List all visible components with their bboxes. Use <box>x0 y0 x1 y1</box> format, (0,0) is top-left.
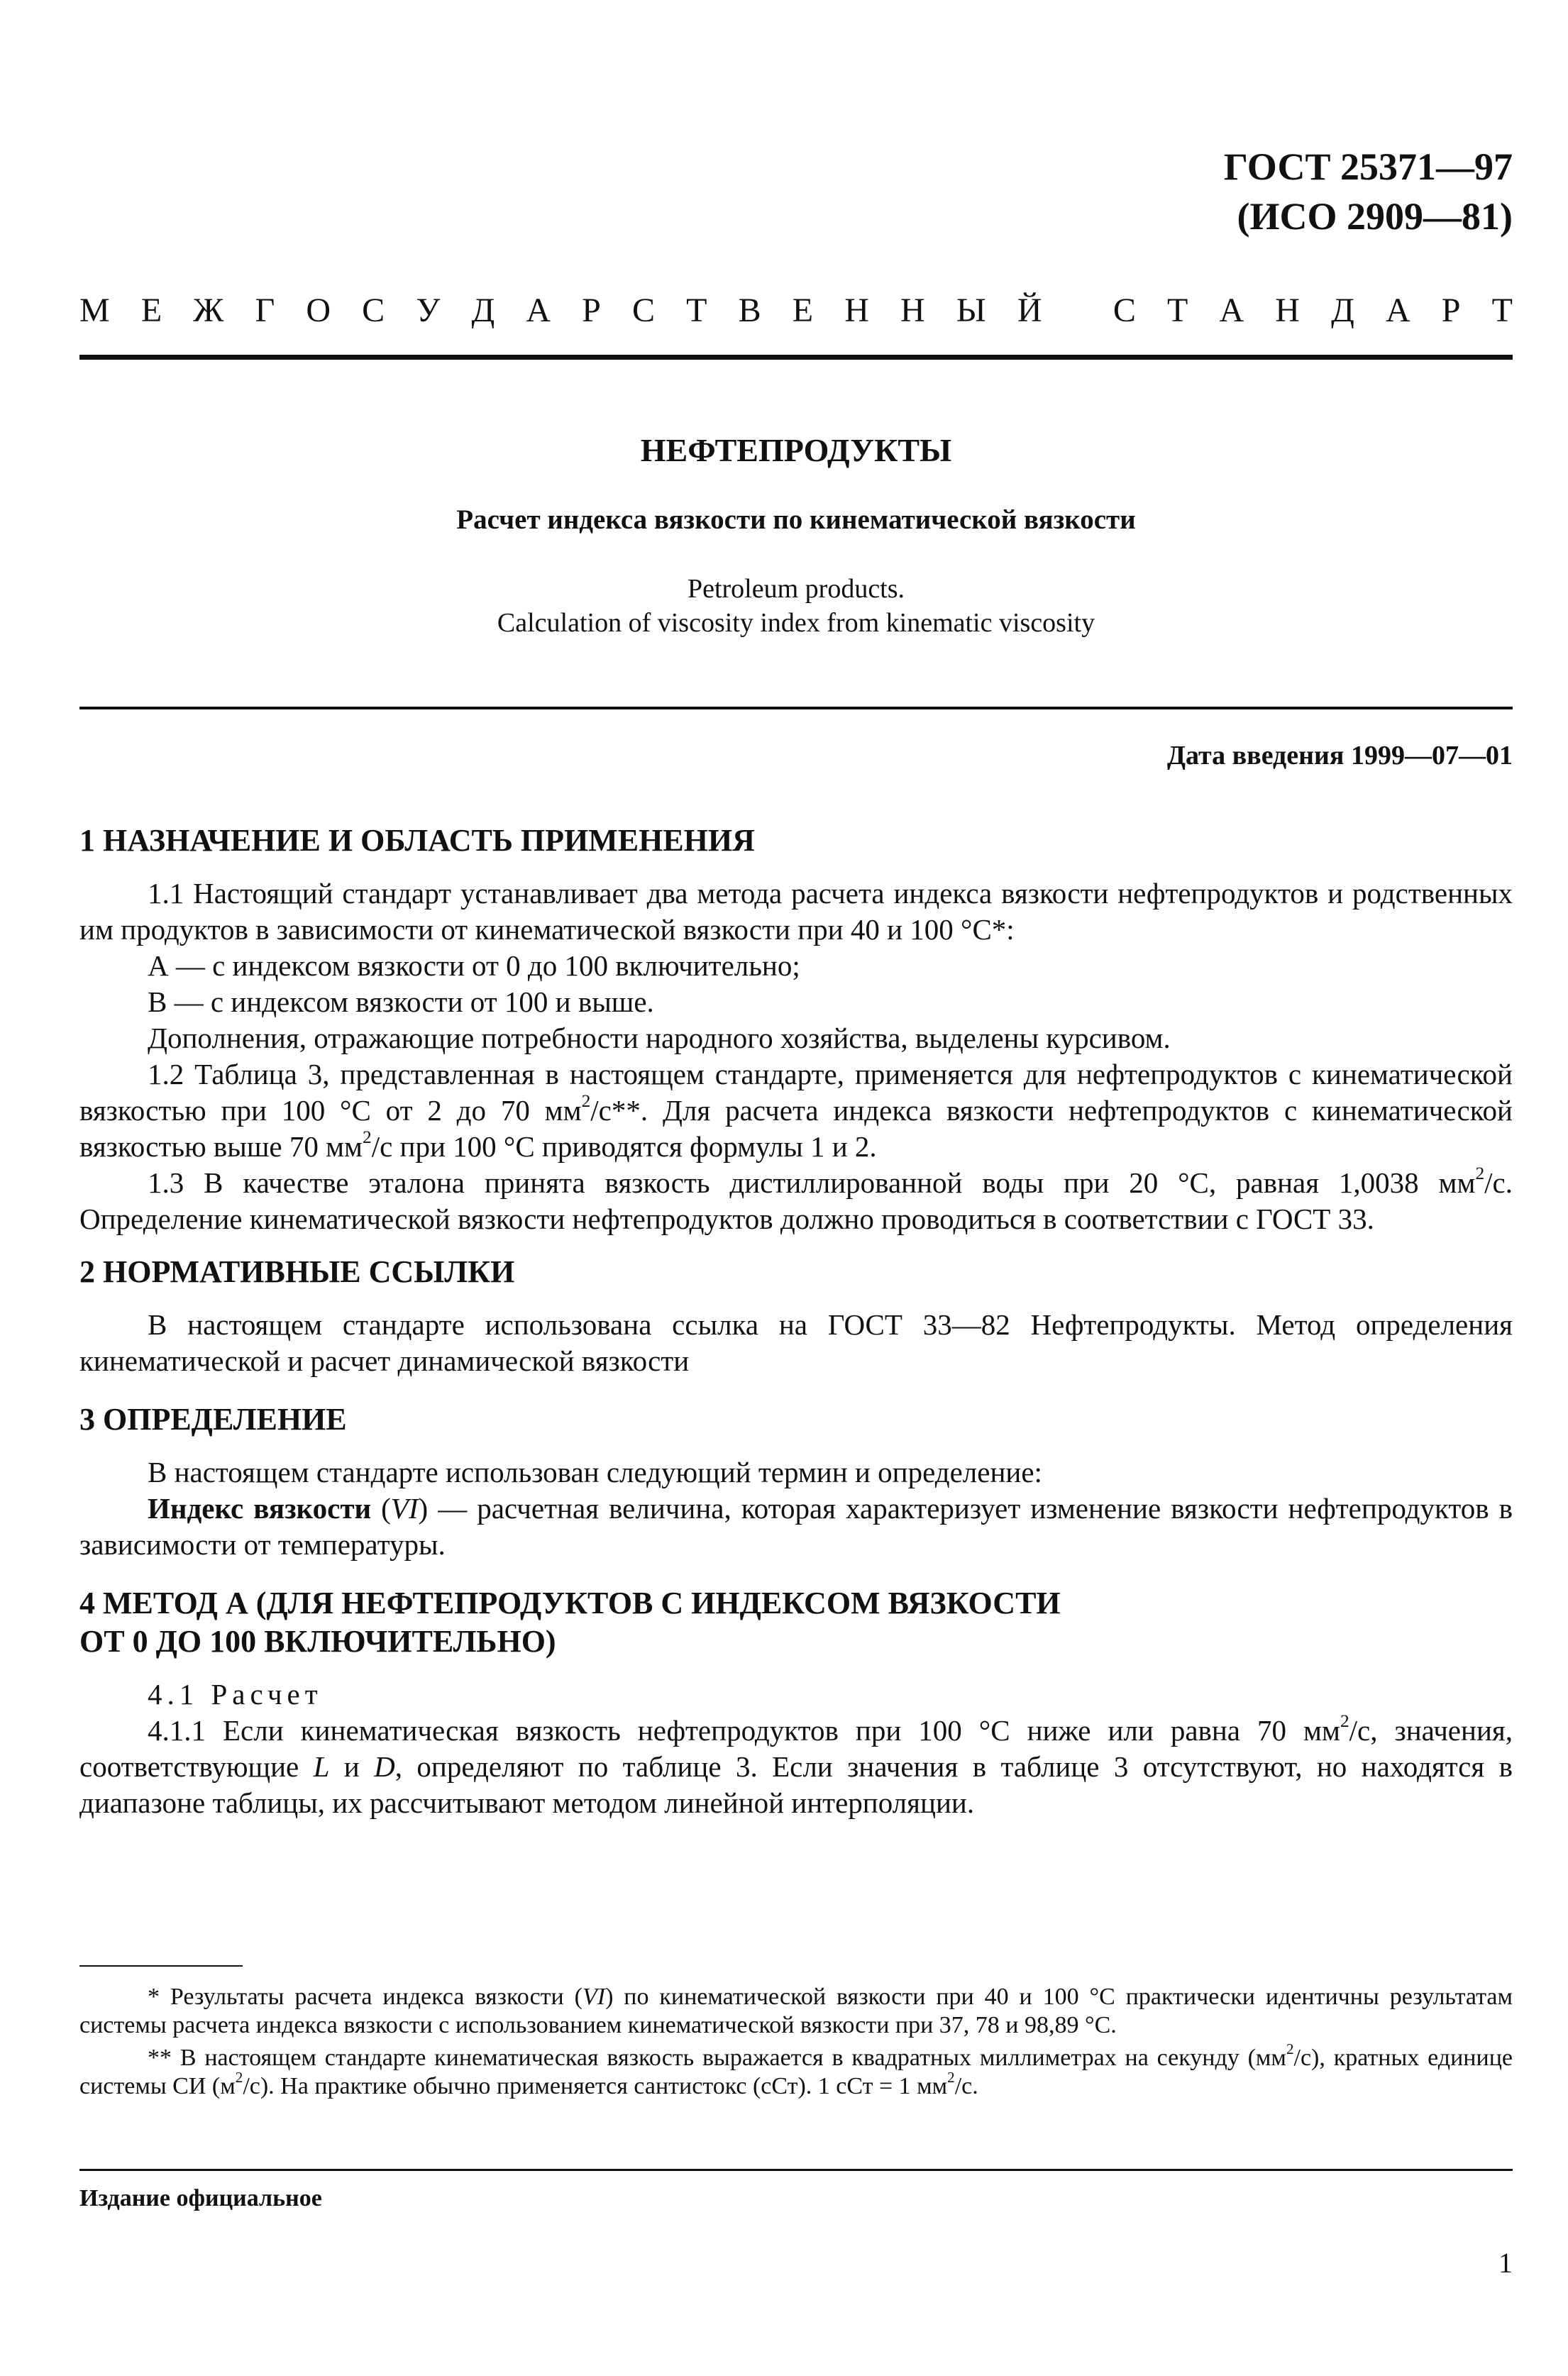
banner-letter: С <box>1112 292 1136 329</box>
document-subtitle: Расчет индекса вязкости по кинематической вязкости <box>456 504 1136 535</box>
banner-letter: Р <box>582 292 601 329</box>
banner-letter: Д <box>1331 292 1354 329</box>
iso-number: (ИСО 2909—81) <box>1237 195 1513 238</box>
banner-gap <box>1073 291 1082 330</box>
banner-letter: С <box>631 292 655 329</box>
document-title: НЕФТЕПРОДУКТЫ <box>640 432 952 468</box>
english-title <box>79 572 1513 640</box>
banner-letter: Н <box>1275 292 1300 329</box>
page-number: 1 <box>1498 2247 1513 2279</box>
paragraph: В — с индексом вязкости от 100 и выше. <box>148 985 654 1018</box>
standard-code <box>1224 142 1513 241</box>
paragraph: В настоящем стандарте использована ссылка на ГОСТ 33—82 Нефтепродукты. Метод определения кинематической и расчет динамической вязкости <box>79 1308 1513 1377</box>
section-heading: 3 ОПРЕДЕЛЕНИЕ <box>79 1402 347 1437</box>
paragraph: В настоящем стандарте использован следующий термин и определение: <box>148 1456 1042 1488</box>
banner-letter: О <box>306 292 331 329</box>
banner-letter: А <box>1219 292 1244 329</box>
banner-letter: Й <box>1017 292 1042 329</box>
banner-letter: В <box>738 292 761 329</box>
banner-letter: А <box>526 292 551 329</box>
section-heading: 1 НАЗНАЧЕНИЕ И ОБЛАСТЬ ПРИМЕНЕНИЯ <box>79 823 755 858</box>
footer-divider <box>79 2169 1513 2171</box>
document-body <box>79 822 1513 1821</box>
english-title-line: Petroleum products. <box>687 574 905 604</box>
section-heading: 2 НОРМАТИВНЫЕ ССЫЛКИ <box>79 1254 515 1289</box>
gost-number: ГОСТ 25371—97 <box>1223 145 1513 188</box>
footnotes <box>79 1983 1513 2105</box>
title-divider <box>79 707 1513 709</box>
banner-letter: Т <box>686 292 707 329</box>
footnote: * Результаты расчета индекса вязкости (VI) по кинематической вязкости при 40 и 100 °С практически идентичны результатам системы расчета индекса вязкости с использованием кинематической вязкости при 37, 78 и 98,89 °С. <box>79 1984 1513 2038</box>
english-title-line: Calculation of viscosity index from kinematic viscosity <box>497 608 1095 638</box>
paragraph: А — с индексом вязкости от 0 до 100 включительно; <box>148 949 800 982</box>
banner-letter: Е <box>792 292 814 329</box>
banner-letter: Т <box>1491 292 1513 329</box>
banner-letter: М <box>79 292 110 329</box>
banner-letter: Ы <box>956 292 986 329</box>
banner-letter: Ж <box>193 292 224 329</box>
paragraph: 1.3 В качестве эталона принята вязкость дистиллированной воды при 20 °С, равная 1,0038 $мм^2/с$. Определение кинематической вязкости нефтепродуктов должно проводиться в соответствии с ГОСТ 33. <box>79 1163 1513 1235</box>
paragraph: 1.2 Таблица 3, представленная в настоящем стандарте, применяется для нефтепродуктов с кинематической вязкостью при 100 °С от 2 до 70 $мм^2/с**$. Для расчета индекса вязкости нефтепродуктов с кинематической вязкостью выше 70 $мм^2/с$ при 100 °С приводятся формулы 1 и 2. <box>79 1058 1513 1163</box>
banner-letter: Н <box>900 292 925 329</box>
paragraph: 4.1.1 Если кинематическая вязкость нефтепродуктов при 100 °С ниже или равна 70 $мм^2/с$, значения, соответствующие L и D, определяют по таблице 3. Если значения в таблице 3 отсутствуют, но находятся в диапазоне таблицы, их рассчитывают методом линейной интерполяции. <box>79 1711 1513 1819</box>
introduction-date: Дата введения 1999—07—01 <box>1166 741 1513 770</box>
footnote-divider <box>79 1965 243 1967</box>
interstate-standard-banner <box>79 291 1513 330</box>
header-divider <box>79 355 1513 360</box>
subsection-title: 4.1 Расчет <box>148 1678 323 1711</box>
term-abbreviation: VI <box>390 1492 419 1525</box>
definition-paragraph: Индекс вязкости (VI) — расчетная величина, которая характеризует изменение вязкости нефтепродуктов в зависимости от температуры. <box>79 1492 1513 1561</box>
paragraph: 1.1 Настоящий стандарт устанавливает два метода расчета индекса вязкости нефтепродуктов и родственных им продуктов в зависимости от кинематической вязкости при 40 и 100 °С*: <box>79 877 1513 946</box>
footnote: ** В настоящем стандарте кинематическая вязкость выражается в квадратных миллиметрах на секунду $(мм^2/с)$, кратных единице системы СИ $(м^2/с)$. На практике обычно применяется сантистокс (сСт). 1 сСт = 1 $мм^2/с$. <box>79 2040 1513 2099</box>
banner-letter: Е <box>140 292 162 329</box>
banner-letter: Т <box>1166 292 1188 329</box>
banner-letter: Р <box>1441 292 1461 329</box>
banner-letter: Г <box>255 292 275 329</box>
term: Индекс вязкости <box>148 1492 372 1525</box>
banner-letter: А <box>1385 292 1410 329</box>
section-heading: 4 МЕТОД А (ДЛЯ НЕФТЕПРОДУКТОВ С ИНДЕКСОМ ВЯЗКОСТИ ОТ 0 ДО 100 ВКЛЮЧИТЕЛЬНО) <box>79 1586 1061 1659</box>
banner-letter: Д <box>471 292 495 329</box>
paragraph: Дополнения, отражающие потребности народного хозяйства, выделены курсивом. <box>148 1022 1171 1054</box>
banner-letter: С <box>362 292 385 329</box>
document-page <box>79 0 1513 2376</box>
banner-letter: У <box>416 292 441 329</box>
edition-label: Издание официальное <box>79 2185 322 2211</box>
banner-letter: Н <box>844 292 869 329</box>
